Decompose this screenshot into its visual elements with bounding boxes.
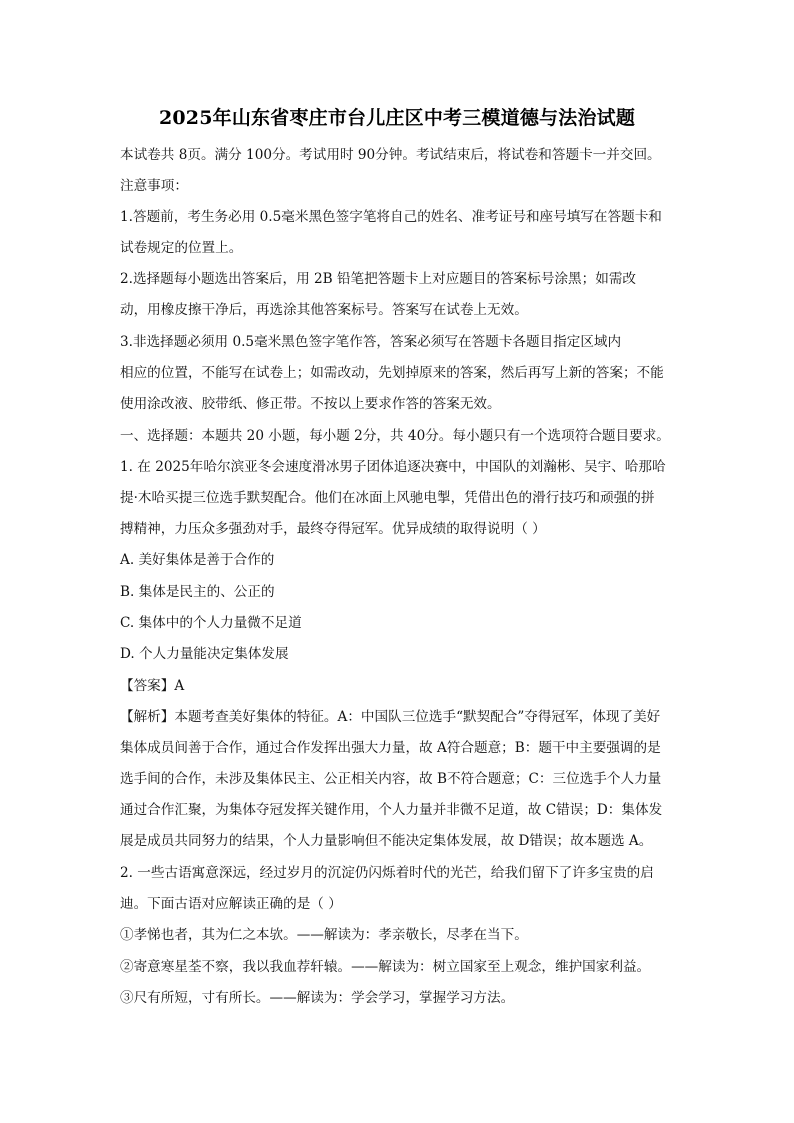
notice-line: 3.非选择题必须用 0.5毫米黑色签字笔作答，答案必须写在答题卡各题目指定区域内 [120, 334, 622, 350]
notice-line: 试卷规定的位置上。 [120, 240, 243, 256]
question-1-stem: 提·木哈买提三位选手默契配合。他们在冰面上风驰电掣，凭借出色的滑行技巧和顽强的拼 [120, 490, 655, 506]
question-1-stem: 1. 在 2025年哈尔滨亚冬会速度滑冰男子团体追逐决赛中，中国队的刘瀚彬、吴宇、哈那哈 [120, 459, 666, 475]
question-2-stem: 2. 一些古语寓意深远，经过岁月的沉淀仍闪烁着时代的光芒，给我们留下了许多宝贵的启 [120, 865, 654, 881]
question-1-option-a: A. 美好集体是善于合作的 [120, 552, 275, 568]
notice-line: 相应的位置，不能写在试卷上；如需改动，先划掉原来的答案，然后再写上新的答案；不能 [120, 365, 664, 381]
question-2-item: ①孝悌也者，其为仁之本欤。——解读为：孝亲敬长，尽孝在当下。 [120, 927, 528, 943]
notice-heading: 注意事项： [120, 178, 188, 194]
question-1-answer: 【答案】A [120, 678, 185, 694]
question-1-analysis: 集体成员间善于合作，通过合作发挥出强大力量，故 A符合题意；B：题干中主要强调的是 [120, 740, 661, 756]
question-1-analysis: 通过合作汇聚，为集体夺冠发挥关键作用，个人力量并非微不足道，故 C错误；D：集体发 [120, 802, 663, 818]
question-1-option-d: D. 个人力量能决定集体发展 [120, 646, 289, 662]
question-2-stem: 迪。下面古语对应解读正确的是（ ） [120, 896, 342, 912]
notice-line: 2.选择题每小题选出答案后，用 2B 铅笔把答题卡上对应题目的答案标号涂黑；如需改 [120, 271, 637, 287]
notice-line: 1.答题前，考生务必用 0.5毫米黑色签字笔将自己的姓名、准考证号和座号填写在答题卡和 [120, 209, 662, 225]
question-1-option-c: C. 集体中的个人力量微不足道 [120, 615, 302, 631]
question-1-stem: 搏精神，力压众多强劲对手，最终夺得冠军。优异成绩的取得说明（ ） [120, 521, 546, 537]
question-1-analysis: 展是成员共同努力的结果，个人力量影响但不能决定集体发展，故 D错误；故本题选 A。 [120, 833, 653, 849]
question-1-option-b: B. 集体是民主的、公正的 [120, 584, 275, 600]
question-2-item: ②寄意寒星荃不察，我以我血荐轩辕。——解读为：树立国家至上观念，维护国家利益。 [120, 959, 651, 975]
section-heading: 一、选择题：本题共 20 小题，每小题 2分，共 40分。每小题只有一个选项符合题目要求。 [120, 428, 670, 444]
notice-line: 使用涂改液、胶带纸、修正带。不按以上要求作答的答案无效。 [120, 396, 501, 412]
question-2-item: ③尺有所短，寸有所长。——解读为：学会学习，掌握学习方法。 [120, 990, 515, 1006]
page-title: 2025年山东省枣庄市台儿庄区中考三模道德与法治试题 [158, 107, 636, 129]
notice-line: 动，用橡皮擦干净后，再选涂其他答案标号。答案写在试卷上无效。 [120, 302, 528, 318]
intro-text: 本试卷共 8页。满分 100分。考试用时 90分钟。考试结束后，将试卷和答题卡一并交回。 [120, 147, 661, 163]
question-1-analysis: 【解析】本题考查美好集体的特征。A：中国队三位选手“默契配合”夺得冠军，体现了美好 [120, 709, 661, 725]
question-1-analysis: 选手间的合作，未涉及集体民主、公正相关内容，故 B不符合题意；C：三位选手个人力量 [120, 771, 662, 787]
